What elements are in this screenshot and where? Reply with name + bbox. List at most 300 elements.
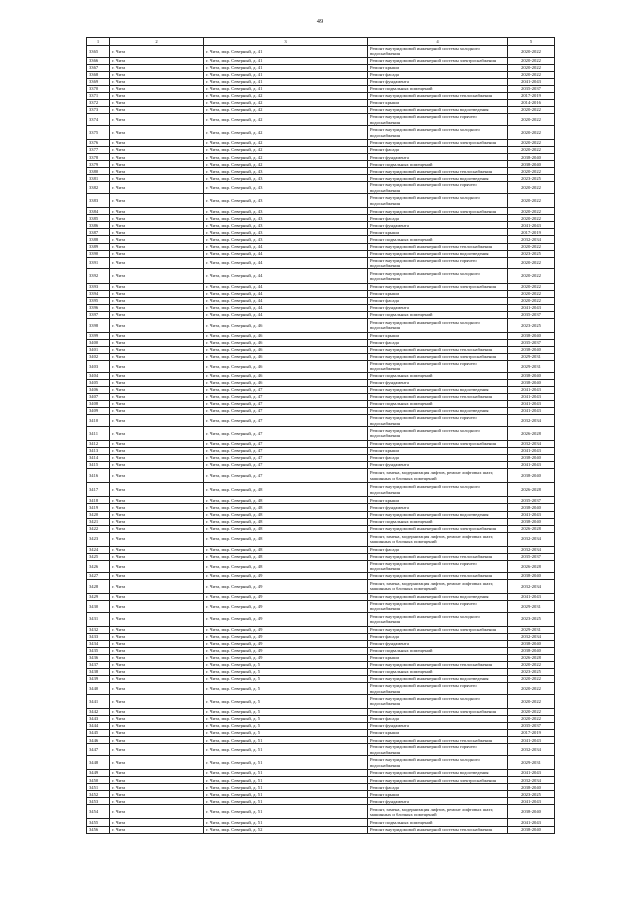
address: г. Чита, мкр. Северный, д. 41 [204,57,368,64]
locality: г. Чита [110,194,204,208]
table-row [87,107,555,114]
work-type: Ремонт крыши [368,290,508,297]
table-row [87,694,555,708]
row-number: 3424 [87,546,110,553]
table-row [87,426,555,440]
row-number: 3425 [87,553,110,560]
address: г. Чита, мкр. Северный, д. 49 [204,626,368,633]
address: г. Чита, мкр. Северный, д. 44 [204,243,368,250]
work-type: Ремонт, замена, модернизация лифтов, ремонт лифтовых шахт, машинных и блочных помещений [368,805,508,819]
period: 2041-2043 [508,737,555,744]
work-type: Ремонт внутридомовой инженерной системы горячего водоснабжения [368,683,508,695]
address: г. Чита, мкр. Северный, д. 44 [204,304,368,311]
table-row [87,532,555,546]
table-row [87,318,555,332]
row-number: 3367 [87,64,110,71]
work-type: Ремонт подвальных помещений [368,401,508,408]
period: 2020-2022 [508,283,555,290]
row-number: 3386 [87,222,110,229]
row-number: 3406 [87,386,110,393]
locality: г. Чита [110,290,204,297]
locality: г. Чита [110,497,204,504]
table-row [87,57,555,64]
row-number: 3369 [87,78,110,85]
period: 2023-2025 [508,175,555,182]
locality: г. Чита [110,455,204,462]
work-type: Ремонт внутридомовой инженерной системы теплоснабжения [368,661,508,668]
period: 2026-2028 [508,560,555,572]
work-type: Ремонт внутридомовой инженерной системы теплоснабжения [368,572,508,579]
address: г. Чита, мкр. Северный, д. 46 [204,346,368,353]
work-type: Ремонт внутридомовой инженерной системы горячего водоснабжения [368,600,508,612]
address: г. Чита, мкр. Северный, д. 44 [204,290,368,297]
address: г. Чита, мкр. Северный, д. 46 [204,361,368,373]
period: 2032-2034 [508,744,555,756]
row-number: 3438 [87,669,110,676]
table-row [87,222,555,229]
work-type: Ремонт внутридомовой инженерной системы теплоснабжения [368,243,508,250]
address: г. Чита, мкр. Северный, д. 42 [204,161,368,168]
row-number: 3399 [87,332,110,339]
table-row [87,290,555,297]
period: 2023-2025 [508,791,555,798]
address: г. Чита, мкр. Северный, д. 49 [204,600,368,612]
period: 2041-2043 [508,222,555,229]
period: 2029-2031 [508,353,555,360]
address: г. Чита, мкр. Северный, д. 42 [204,93,368,100]
locality: г. Чита [110,633,204,640]
table-row [87,647,555,654]
address: г. Чита, мкр. Северный, д. 51 [204,798,368,805]
table-row [87,208,555,215]
work-type: Ремонт внутридомовой инженерной системы электроснабжения [368,777,508,784]
table-row [87,346,555,353]
table-row [87,504,555,511]
table-row [87,229,555,236]
period: 2038-2040 [508,518,555,525]
work-type: Ремонт внутридомовой инженерной системы электроснабжения [368,626,508,633]
table-row [87,737,555,744]
address: г. Чита, мкр. Северный, д. 5 [204,669,368,676]
address: г. Чита, мкр. Северный, д. 47 [204,415,368,427]
work-type: Ремонт внутридомовой инженерной системы водоотведения [368,593,508,600]
table-row [87,518,555,525]
period: 2026-2028 [508,525,555,532]
period: 2020-2022 [508,709,555,716]
table-row [87,147,555,154]
table-row [87,676,555,683]
period: 2020-2022 [508,676,555,683]
period: 2020-2022 [508,716,555,723]
work-type: Ремонт фундамента [368,640,508,647]
locality: г. Чита [110,93,204,100]
address: г. Чита, мкр. Северный, д. 46 [204,318,368,332]
period: 2020-2022 [508,182,555,194]
address: г. Чита, мкр. Северный, д. 43 [204,168,368,175]
period: 2020-2022 [508,694,555,708]
work-type: Ремонт внутридомовой инженерной системы водоотведения [368,408,508,415]
period: 2032-2034 [508,579,555,593]
period: 2023-2025 [508,250,555,257]
period: 2035-2037 [508,339,555,346]
locality: г. Чита [110,661,204,668]
locality: г. Чита [110,161,204,168]
table-row [87,283,555,290]
address: г. Чита, мкр. Северный, д. 47 [204,462,368,469]
address: г. Чита, мкр. Северный, д. 49 [204,633,368,640]
locality: г. Чита [110,243,204,250]
work-type: Ремонт фасада [368,339,508,346]
period: 2041-2043 [508,448,555,455]
locality: г. Чита [110,560,204,572]
work-type: Ремонт фундамента [368,78,508,85]
table-row [87,175,555,182]
period: 2041-2043 [508,408,555,415]
work-type: Ремонт внутридомовой инженерной системы горячего водоснабжения [368,114,508,126]
address: г. Чита, мкр. Северный, д. 49 [204,572,368,579]
period: 2041-2043 [508,593,555,600]
address: г. Чита, мкр. Северный, д. 46 [204,339,368,346]
row-number: 3398 [87,318,110,332]
table-row [87,744,555,756]
table-row [87,826,555,833]
table-row [87,525,555,532]
work-type: Ремонт подвальных помещений [368,647,508,654]
table-row [87,669,555,676]
period: 2020-2022 [508,64,555,71]
row-number: 3388 [87,236,110,243]
address: г. Чита, мкр. Северный, д. 51 [204,756,368,770]
period: 2020-2022 [508,114,555,126]
work-type: Ремонт крыши [368,654,508,661]
table-row [87,408,555,415]
work-type: Ремонт фундамента [368,723,508,730]
work-type: Ремонт внутридомовой инженерной системы водоотведения [368,770,508,777]
row-number: 3437 [87,661,110,668]
work-type: Ремонт внутридомовой инженерной системы электроснабжения [368,353,508,360]
address: г. Чита, мкр. Северный, д. 51 [204,791,368,798]
row-number: 3397 [87,311,110,318]
work-type: Ремонт фундамента [368,504,508,511]
locality: г. Чита [110,283,204,290]
address: г. Чита, мкр. Северный, д. 48 [204,504,368,511]
locality: г. Чита [110,408,204,415]
table-row [87,546,555,553]
table-row [87,393,555,400]
work-type: Ремонт фундамента [368,154,508,161]
row-number: 3410 [87,415,110,427]
work-type: Ремонт крыши [368,64,508,71]
table-row [87,78,555,85]
period: 2035-2037 [508,723,555,730]
work-type: Ремонт подвальных помещений [368,86,508,93]
locality: г. Чита [110,694,204,708]
address: г. Чита, мкр. Северный, д. 5 [204,683,368,695]
table-row [87,819,555,826]
locality: г. Чита [110,654,204,661]
period: 2020-2022 [508,140,555,147]
work-type: Ремонт внутридомовой инженерной системы теплоснабжения [368,826,508,833]
locality: г. Чита [110,140,204,147]
row-number: 3408 [87,401,110,408]
work-type: Ремонт фасада [368,716,508,723]
work-type: Ремонт внутридомовой инженерной системы теплоснабжения [368,553,508,560]
address: г. Чита, мкр. Северный, д. 44 [204,257,368,269]
table-row [87,64,555,71]
address: г. Чита, мкр. Северный, д. 47 [204,469,368,483]
row-number: 3441 [87,694,110,708]
work-type: Ремонт фасада [368,546,508,553]
address: г. Чита, мкр. Северный, д. 43 [204,236,368,243]
period: 2038-2040 [508,647,555,654]
address: г. Чита, мкр. Северный, д. 42 [204,114,368,126]
work-type: Ремонт внутридомовой инженерной системы горячего водоснабжения [368,257,508,269]
work-type: Ремонт крыши [368,100,508,107]
locality: г. Чита [110,805,204,819]
period: 2026-2028 [508,654,555,661]
locality: г. Чита [110,168,204,175]
period: 2032-2034 [508,777,555,784]
locality: г. Чита [110,318,204,332]
period: 2038-2040 [508,154,555,161]
locality: г. Чита [110,332,204,339]
table-row [87,215,555,222]
row-number: 3394 [87,290,110,297]
table-row [87,161,555,168]
table-row [87,777,555,784]
row-number: 3383 [87,194,110,208]
table-row [87,572,555,579]
locality: г. Чита [110,593,204,600]
locality: г. Чита [110,57,204,64]
row-number: 3439 [87,676,110,683]
row-number: 3428 [87,579,110,593]
row-number: 3387 [87,229,110,236]
table-row [87,579,555,593]
locality: г. Чита [110,600,204,612]
period: 2017-2019 [508,93,555,100]
table-row [87,93,555,100]
table-row [87,723,555,730]
period: 2032-2034 [508,532,555,546]
row-number: 3395 [87,297,110,304]
table-row [87,250,555,257]
work-type: Ремонт внутридомовой инженерной системы холодного водоснабжения [368,426,508,440]
table-row [87,612,555,626]
locality: г. Чита [110,716,204,723]
locality: г. Чита [110,737,204,744]
locality: г. Чита [110,126,204,140]
row-number: 3447 [87,744,110,756]
locality: г. Чита [110,147,204,154]
work-type: Ремонт крыши [368,448,508,455]
locality: г. Чита [110,669,204,676]
locality: г. Чита [110,462,204,469]
work-type: Ремонт подвальных помещений [368,161,508,168]
work-type: Ремонт внутридомовой инженерной системы холодного водоснабжения [368,269,508,283]
period: 2023-2025 [508,318,555,332]
work-type: Ремонт внутридомовой инженерной системы электроснабжения [368,441,508,448]
row-number: 3407 [87,393,110,400]
locality: г. Чита [110,546,204,553]
table-row [87,332,555,339]
work-type: Ремонт внутридомовой инженерной системы горячего водоснабжения [368,744,508,756]
period: 2038-2040 [508,332,555,339]
page-number: 49 [316,18,324,25]
work-type: Ремонт внутридомовой инженерной системы теплоснабжения [368,737,508,744]
address: г. Чита, мкр. Северный, д. 48 [204,532,368,546]
row-number: 3453 [87,798,110,805]
row-number: 3412 [87,441,110,448]
work-type: Ремонт фасада [368,633,508,640]
period: 2020-2022 [508,683,555,695]
locality: г. Чита [110,441,204,448]
work-type: Ремонт внутридомовой инженерной системы холодного водоснабжения [368,194,508,208]
period: 2020-2022 [508,46,555,58]
table-row [87,243,555,250]
address: г. Чита, мкр. Северный, д. 42 [204,147,368,154]
row-number: 3420 [87,511,110,518]
locality: г. Чита [110,553,204,560]
table-row [87,784,555,791]
row-number: 3446 [87,737,110,744]
work-type: Ремонт фундамента [368,379,508,386]
locality: г. Чита [110,572,204,579]
period: 2017-2019 [508,730,555,737]
row-number: 3452 [87,791,110,798]
locality: г. Чита [110,107,204,114]
work-type: Ремонт внутридомовой инженерной системы холодного водоснабжения [368,126,508,140]
row-number: 3373 [87,107,110,114]
locality: г. Чита [110,469,204,483]
row-number: 3402 [87,353,110,360]
work-type: Ремонт фундамента [368,222,508,229]
period: 2029-2031 [508,361,555,373]
row-number: 3392 [87,269,110,283]
address: г. Чита, мкр. Северный, д. 5 [204,716,368,723]
address: г. Чита, мкр. Северный, д. 47 [204,408,368,415]
table-row [87,46,555,58]
locality: г. Чита [110,723,204,730]
work-type: Ремонт внутридомовой инженерной системы теплоснабжения [368,93,508,100]
work-type: Ремонт крыши [368,497,508,504]
row-number: 3423 [87,532,110,546]
period: 2038-2040 [508,572,555,579]
period: 2026-2028 [508,426,555,440]
work-type: Ремонт внутридомовой инженерной системы холодного водоснабжения [368,318,508,332]
row-number: 3403 [87,361,110,373]
locality: г. Чита [110,379,204,386]
row-number: 3418 [87,497,110,504]
locality: г. Чита [110,208,204,215]
period: 2032-2034 [508,441,555,448]
work-type: Ремонт внутридомовой инженерной системы электроснабжения [368,709,508,716]
work-type: Ремонт подвальных помещений [368,669,508,676]
address: г. Чита, мкр. Северный, д. 51 [204,737,368,744]
address: г. Чита, мкр. Северный, д. 51 [204,784,368,791]
row-number: 3417 [87,483,110,497]
period: 2038-2040 [508,784,555,791]
work-type: Ремонт внутридомовой инженерной системы водоотведения [368,175,508,182]
period: 2026-2028 [508,483,555,497]
row-number: 3434 [87,640,110,647]
table-row [87,626,555,633]
row-number: 3449 [87,770,110,777]
table-row [87,379,555,386]
row-number: 3445 [87,730,110,737]
work-type: Ремонт фасада [368,215,508,222]
period: 2020-2022 [508,147,555,154]
locality: г. Чита [110,257,204,269]
period: 2023-2025 [508,612,555,626]
table-row [87,560,555,572]
row-number: 3415 [87,462,110,469]
address: г. Чита, мкр. Северный, д. 43 [204,194,368,208]
row-number: 3454 [87,805,110,819]
locality: г. Чита [110,647,204,654]
address: г. Чита, мкр. Северный, д. 48 [204,497,368,504]
address: г. Чита, мкр. Северный, д. 41 [204,86,368,93]
period: 2020-2022 [508,257,555,269]
address: г. Чита, мкр. Северный, д. 51 [204,770,368,777]
row-number: 3405 [87,379,110,386]
locality: г. Чита [110,826,204,833]
work-type: Ремонт внутридомовой инженерной системы электроснабжения [368,283,508,290]
locality: г. Чита [110,612,204,626]
row-number: 3413 [87,448,110,455]
work-type: Ремонт фасада [368,297,508,304]
address: г. Чита, мкр. Северный, д. 41 [204,46,368,58]
period: 2020-2022 [508,208,555,215]
row-number: 3426 [87,560,110,572]
row-number: 3422 [87,525,110,532]
locality: г. Чита [110,78,204,85]
table-row [87,114,555,126]
work-type: Ремонт внутридомовой инженерной системы теплоснабжения [368,168,508,175]
locality: г. Чита [110,770,204,777]
period: 2032-2034 [508,633,555,640]
table-row [87,297,555,304]
address: г. Чита, мкр. Северный, д. 48 [204,518,368,525]
table-row [87,154,555,161]
address: г. Чита, мкр. Северный, д. 44 [204,283,368,290]
work-type: Ремонт подвальных помещений [368,236,508,243]
work-type: Ремонт крыши [368,332,508,339]
work-type: Ремонт подвальных помещений [368,518,508,525]
work-type: Ремонт крыши [368,791,508,798]
locality: г. Чита [110,744,204,756]
address: г. Чита, мкр. Северный, д. 48 [204,560,368,572]
locality: г. Чита [110,100,204,107]
row-number: 3443 [87,716,110,723]
period: 2029-2031 [508,756,555,770]
table-row [87,661,555,668]
period: 2038-2040 [508,379,555,386]
address: г. Чита, мкр. Северный, д. 42 [204,126,368,140]
table-row [87,770,555,777]
address: г. Чита, мкр. Северный, д. 48 [204,546,368,553]
table-row [87,441,555,448]
row-number: 3444 [87,723,110,730]
row-number: 3431 [87,612,110,626]
locality: г. Чита [110,483,204,497]
address: г. Чита, мкр. Северный, д. 46 [204,332,368,339]
table-row [87,633,555,640]
row-number: 3381 [87,175,110,182]
period: 2032-2034 [508,546,555,553]
address: г. Чита, мкр. Северный, д. 51 [204,744,368,756]
row-number: 3419 [87,504,110,511]
